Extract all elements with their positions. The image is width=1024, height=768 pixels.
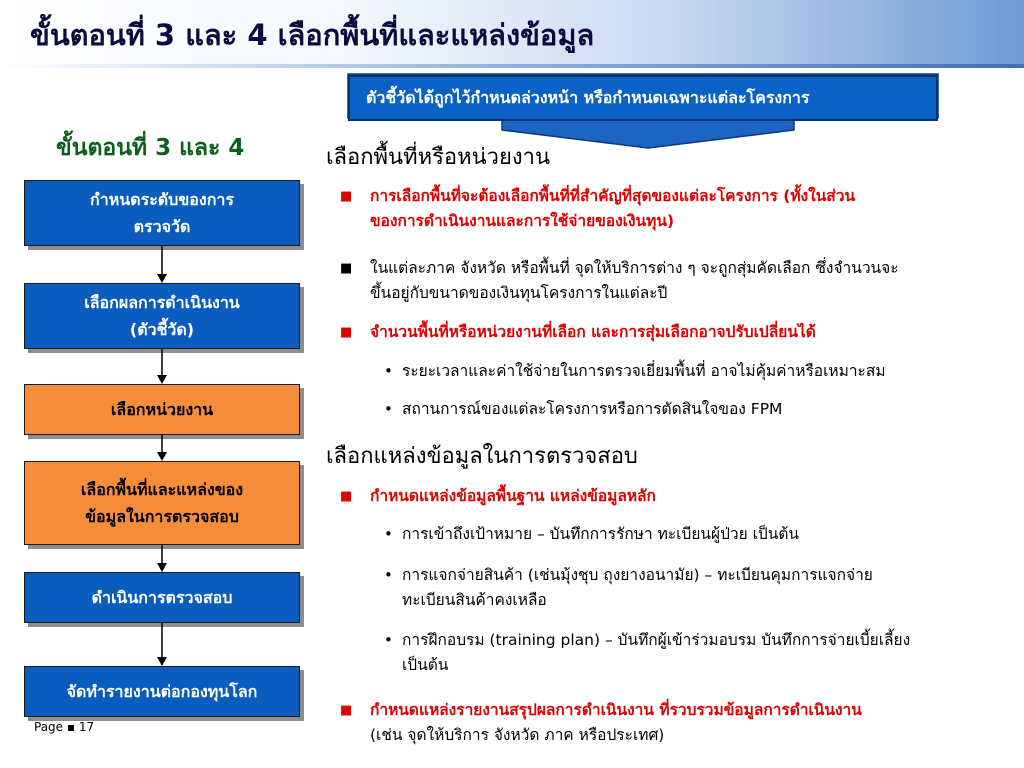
step-label: เลือกหน่วยงาน bbox=[110, 399, 214, 419]
bullet-text: ในแต่ละภาค จังหวัด หรือพื้นที่ จุดให้บริการต่าง ๆ จะถูกสุ่มคัดเลือก ซึ่งจำนวนจะ bbox=[370, 259, 899, 277]
sub-bullet-item bbox=[384, 522, 1002, 547]
bullet-text: กำหนดแหล่งรายงานสรุปผลการดำเนินงาน ที่รวบรวมข้อมูลการดำเนินงาน bbox=[370, 701, 862, 719]
step-label: เลือกพื้นที่และแหล่งของ bbox=[80, 479, 244, 499]
bullet-item bbox=[340, 256, 1010, 306]
bullet-text: การแจกจ่ายสินค้า (เช่นมุ้งชุบ ถุงยางอนามัย) – ทะเบียนคุมการแจกจ่าย bbox=[402, 566, 873, 584]
connector-arrow bbox=[155, 246, 169, 284]
bullet-text: การเลือกพื้นที่จะต้องเลือกพื้นที่ที่สำคัญที่สุดของแต่ละโครงการ (ทั้งในส่วน bbox=[370, 187, 856, 205]
dot-bullet-icon: • bbox=[384, 400, 393, 418]
page-number: Page ▪ 17 bbox=[34, 720, 95, 734]
section-heading-area: เลือกพื้นที่หรือหน่วยงาน bbox=[326, 145, 551, 170]
step-label: (ตัวชี้วัด) bbox=[129, 320, 195, 339]
callout-text: ตัวชี้วัดได้ถูกไว้กำหนดล่วงหน้า หรือกำหนดเฉพาะแต่ละโครงการ bbox=[366, 87, 810, 107]
step-select-unit bbox=[24, 384, 300, 435]
dot-bullet-icon: • bbox=[384, 525, 393, 543]
step-label: ดำเนินการตรวจสอบ bbox=[91, 587, 233, 607]
bullet-item bbox=[340, 320, 1010, 345]
sub-bullet-item bbox=[384, 628, 1012, 678]
slide-title: ขั้นตอนที่ 3 และ 4 เลือกพื้นที่และแหล่งข้อมูล bbox=[30, 18, 595, 52]
bullet-item bbox=[340, 484, 1010, 509]
sub-bullet-item bbox=[384, 359, 1002, 384]
dot-bullet-icon: • bbox=[384, 631, 393, 649]
square-bullet-icon: ■ bbox=[340, 489, 353, 504]
square-bullet-icon: ■ bbox=[340, 189, 353, 204]
header-rule bbox=[0, 64, 1024, 68]
bullet-text: กำหนดแหล่งข้อมูลพื้นฐาน แหล่งข้อมูลหลัก bbox=[370, 487, 656, 505]
step-label: กำหนดระดับของการ bbox=[90, 189, 234, 209]
step-label: ตรวจวัด bbox=[133, 217, 191, 236]
step-label: เลือกผลการดำเนินงาน bbox=[84, 292, 240, 312]
callout-box bbox=[348, 75, 938, 121]
step-label: ข้อมูลในการตรวจสอบ bbox=[85, 507, 239, 526]
connector-arrow bbox=[155, 623, 169, 667]
step-report bbox=[24, 666, 300, 717]
bullet-text: ระยะเวลาและค่าใช้จ่ายในการตรวจเยี่ยมพื้นที่ อาจไม่คุ้มค่าหรือเหมาะสม bbox=[402, 362, 886, 380]
bullet-text: ทะเบียนสินค้าคงเหลือ bbox=[402, 591, 547, 609]
left-heading: ขั้นตอนที่ 3 และ 4 bbox=[56, 135, 245, 161]
step-define-level bbox=[24, 180, 300, 246]
bullet-text: ขึ้นอยู่กับขนาดของเงินทุนโครงการในแต่ละปี bbox=[370, 284, 668, 302]
section-heading-source: เลือกแหล่งข้อมูลในการตรวจสอบ bbox=[326, 444, 638, 469]
connector-arrow bbox=[155, 435, 169, 462]
step-select-performance bbox=[24, 283, 300, 349]
sub-bullet-item bbox=[384, 397, 1002, 422]
bullet-text: ของการดำเนินงานและการใช้จ่ายของเงินทุน) bbox=[370, 212, 675, 230]
dot-bullet-icon: • bbox=[384, 566, 393, 584]
step-select-area-source bbox=[24, 461, 300, 545]
dot-bullet-icon: • bbox=[384, 362, 393, 380]
square-bullet-icon: ■ bbox=[340, 325, 353, 340]
bullet-text: การเข้าถึงเป้าหมาย – บันทึกการรักษา ทะเบียนผู้ป่วย เป็นต้น bbox=[402, 525, 800, 543]
bullet-item bbox=[340, 184, 1010, 234]
connector-arrow bbox=[155, 545, 169, 573]
step-label: จัดทำรายงานต่อกองทุนโลก bbox=[66, 681, 258, 701]
sub-bullet-item bbox=[384, 563, 1002, 613]
bullet-item bbox=[340, 698, 1020, 748]
square-bullet-icon: ■ bbox=[340, 703, 353, 718]
step-conduct-audit bbox=[24, 572, 300, 623]
square-bullet-icon: ■ bbox=[340, 261, 353, 276]
bullet-text: จำนวนพื้นที่หรือหน่วยงานที่เลือก และการสุ่มเลือกอาจปรับเปลี่ยนได้ bbox=[370, 323, 816, 341]
bullet-text: เป็นต้น bbox=[402, 656, 449, 674]
bullet-text: (เช่น จุดให้บริการ จังหวัด ภาค หรือประเทศ) bbox=[370, 726, 665, 744]
bullet-text: การฝึกอบรม (training plan) – บันทึกผู้เข้าร่วมอบรม บันทึกการจ่ายเบี้ยเลี้ยง bbox=[402, 631, 911, 649]
connector-arrow bbox=[155, 349, 169, 385]
bullet-text: สถานการณ์ของแต่ละโครงการหรือการตัดสินใจของ FPM bbox=[402, 400, 783, 418]
